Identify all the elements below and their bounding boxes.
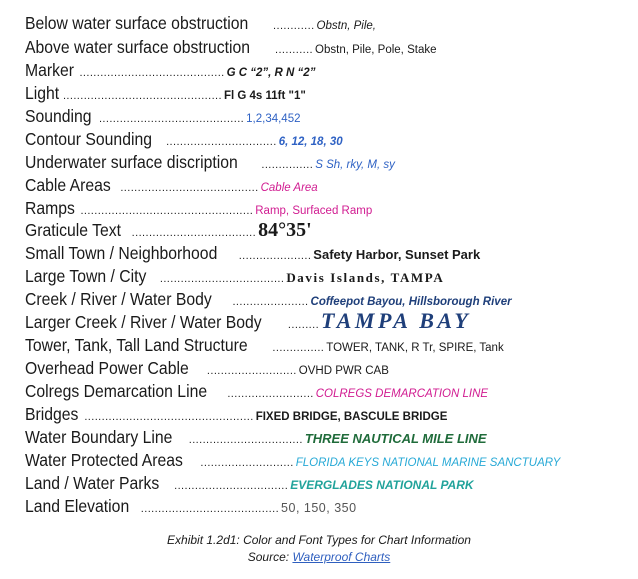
leader-dots: ...............: [261, 159, 314, 171]
legend-label: Water Boundary Line: [25, 427, 173, 447]
leader-dots: .................................................: [84, 411, 254, 423]
legend-row-land-water-parks: [25, 473, 615, 495]
legend-row-tower-tank: [25, 335, 615, 357]
legend-sample: Davis Islands, TAMPA: [286, 270, 445, 285]
leader-dots: ......................: [232, 296, 309, 308]
leader-dots: ....................................: [131, 227, 257, 239]
legend-sample: 6, 12, 18, 30: [278, 136, 343, 148]
leader-dots: ...........................: [200, 457, 294, 469]
legend-row-colregs-line: [25, 381, 615, 403]
leader-dots: ..........................................: [79, 67, 225, 79]
legend-label: Underwater surface discription: [25, 152, 238, 172]
leader-dots: .........: [287, 319, 320, 331]
legend-label: Water Protected Areas: [25, 450, 183, 470]
legend-label: Below water surface obstruction: [25, 13, 249, 33]
leader-dots: .........................: [227, 388, 314, 400]
legend-sample: FLORIDA KEYS NATIONAL MARINE SANCTUARY: [295, 457, 561, 469]
legend-sample: Coffeepot Bayou, Hillsborough River: [310, 296, 512, 308]
legend-row-graticule-text: [25, 219, 615, 243]
legend-row-bridges: [25, 404, 615, 426]
legend-sample: Obstn, Pile,: [316, 20, 376, 32]
legend-label: Above water surface obstruction: [25, 37, 250, 57]
legend-row-larger-water-body: [25, 308, 615, 336]
leader-dots: .....................: [238, 250, 312, 262]
legend-sample: EVERGLADES NATIONAL PARK: [290, 478, 474, 492]
legend-label: Tower, Tank, Tall Land Structure: [25, 335, 248, 355]
legend-row-marker: [25, 60, 615, 82]
legend-sample: S Sh, rky, M, sy: [315, 159, 395, 171]
legend-label: Ramps: [25, 198, 75, 218]
legend-row-below-water-obstruction: [25, 13, 615, 35]
exhibit-caption: Exhibit 1.2d1: Color and Font Types for Chart Information: [167, 533, 471, 547]
legend-row-large-town: [25, 266, 615, 288]
legend-label: Land / Water Parks: [25, 473, 160, 493]
leader-dots: .................................: [174, 480, 289, 492]
source-link[interactable]: Waterproof Charts: [292, 550, 391, 564]
legend-label: Light: [25, 83, 60, 103]
legend-label: Contour Sounding: [25, 129, 152, 149]
legend-sample: 84°35': [258, 219, 312, 241]
legend-label: Cable Areas: [25, 175, 111, 195]
source-line: [0, 550, 638, 564]
legend-sample: Obstn, Pile, Pole, Stake: [315, 44, 437, 56]
legend-sample: Safety Harbor, Sunset Park: [313, 247, 481, 262]
legend-sample: TAMPA BAY: [321, 308, 472, 333]
legend-sample: OVHD PWR CAB: [298, 365, 389, 377]
legend-label: Sounding: [25, 106, 92, 126]
leader-dots: ..........................................: [98, 113, 245, 125]
leader-dots: ....................................: [159, 273, 285, 285]
legend-row-water-boundary-line: [25, 427, 615, 449]
legend-label: Creek / River / Water Body: [25, 289, 212, 309]
legend-row-water-protected-areas: [25, 450, 615, 472]
legend-sample: Ramp, Surfaced Ramp: [255, 205, 373, 217]
legend-row-ramps: [25, 198, 615, 220]
legend-row-small-town: [25, 243, 615, 265]
legend-label: Small Town / Neighborhood: [25, 243, 218, 263]
legend-sample: 1,2,34,452: [246, 113, 301, 125]
leader-dots: ...............: [272, 342, 325, 354]
leader-dots: ..........................: [206, 365, 297, 377]
legend-sample: THREE NAUTICAL MILE LINE: [304, 431, 487, 446]
legend-row-land-elevation: [25, 496, 615, 518]
legend-label: Land Elevation: [25, 496, 130, 516]
legend-label: Colregs Demarcation Line: [25, 381, 208, 401]
legend-sample: Cable Area: [260, 182, 318, 194]
legend-row-underwater-description: [25, 152, 615, 174]
legend-row-cable-areas: [25, 175, 615, 197]
leader-dots: ........................................: [120, 182, 259, 194]
legend-label: Bridges: [25, 404, 79, 424]
legend-sample: COLREGS DEMARCATION LINE: [315, 388, 489, 400]
legend-sample: TOWER, TANK, R Tr, SPIRE, Tank: [326, 342, 504, 354]
leader-dots: ...........: [275, 44, 314, 56]
leader-dots: ............: [273, 20, 315, 32]
legend-label: Larger Creek / River / Water Body: [25, 312, 262, 332]
leader-dots: .................................: [188, 434, 303, 446]
leader-dots: ........................................: [140, 503, 280, 515]
legend-sample: G C “2”, R N “2”: [226, 67, 316, 79]
legend-row-contour-sounding: [25, 129, 615, 151]
source-prefix: Source:: [247, 550, 293, 564]
legend-sample: FIXED BRIDGE, BASCULE BRIDGE: [255, 411, 448, 423]
legend-row-light: [25, 83, 615, 105]
legend-label: Marker: [25, 60, 75, 80]
legend-label: Graticule Text: [25, 220, 122, 240]
leader-dots: ..............................................: [62, 90, 222, 102]
legend-row-above-water-obstruction: [25, 37, 615, 59]
legend-label: Overhead Power Cable: [25, 358, 189, 378]
legend-row-sounding: [25, 106, 615, 128]
legend-sample: 50, 150, 350: [281, 501, 357, 515]
legend-label: Large Town / City: [25, 266, 147, 286]
leader-dots: ................................: [166, 136, 277, 148]
legend-row-overhead-power-cable: [25, 358, 615, 380]
leader-dots: ..................................................: [80, 205, 254, 217]
legend-sample: Fl G 4s 11ft "1": [223, 90, 306, 102]
